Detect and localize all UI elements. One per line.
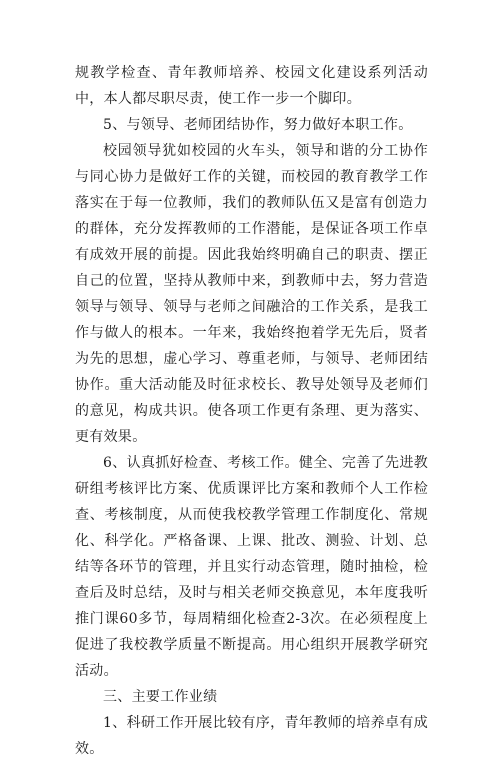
section-heading-achievements: 三、主要工作业绩: [103, 689, 218, 705]
paragraph-item-6-inspection: 6、认真抓好检查、考核工作。健全、完善了先进教研组考核评比方案、优质课评比方案和教师个人工作检查、考核制度，从而使我校教学管理工作制度化、常规化、科学化。严格备课、上课、批改、测验、计划、总结等各环节的管理，并且实行动态管理，随时抽检，检查后及时总结，及时与相关老师交换意见，本年度我听推门课60多节，每周精细化检查2-3次。在必须程度上促进了我校教学质量不断提高。用心组织开展教学研究活动。: [75, 455, 428, 679]
paragraph-item-5-heading: 5、与领导、老师团结协作，努力做好本职工作。: [103, 117, 413, 133]
paragraph-item-1-research: 1、科研工作开展比较有序，青年教师的培养卓有成效。: [75, 715, 428, 757]
paragraph-continuation: 规教学检查、青年教师培养、校园文化建设系列活动中，本人都尽职尽责，使工作一步一个脚印。: [75, 65, 428, 107]
paragraph-leadership: 校园领导犹如校园的火车头，领导和谐的分工协作与同心协力是做好工作的关键，而校园的教育教学工作落实在于每一位教师，我们的教师队伍又是富有创造力的群体，充分发挥教师的工作潜能，是保证各项工作卓有成效开展的前提。因此我始终明确自己的职责、摆正自己的位置，坚持从教师中来，到教师中去，努力营造领导与领导、领导与老师之间融洽的工作关系，是我工作与做人的根本。一年来，我始终抱着学无先后，贤者为先的思想，虚心学习、尊重老师，与领导、老师团结协作。重大活动能及时征求校长、教导处领导及老师们的意见，构成共识。使各项工作更有条理、更为落实、更有效果。: [75, 143, 428, 445]
